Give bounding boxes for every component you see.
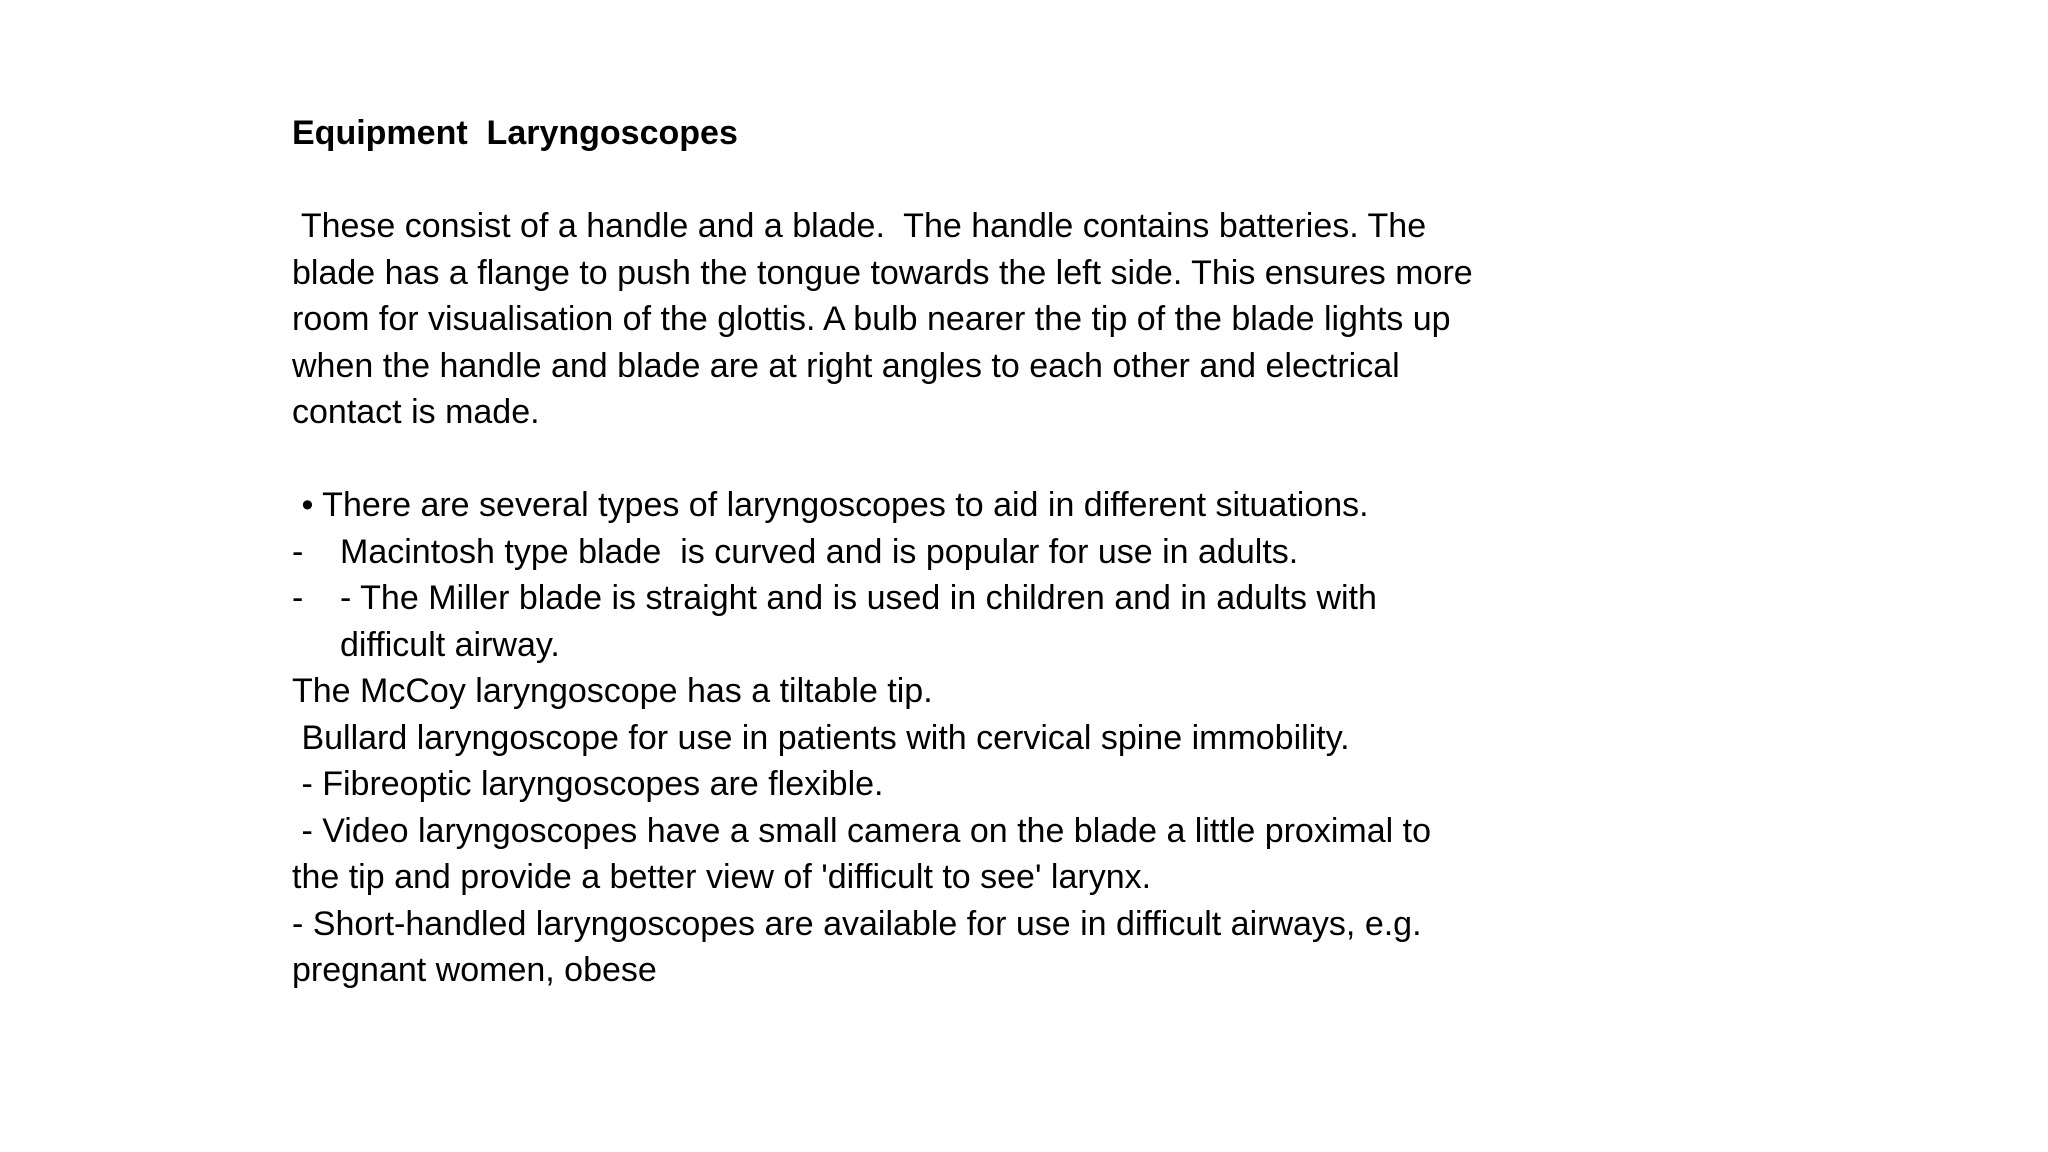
intro-line: when the handle and blade are at right angles to each other and electrical bbox=[292, 346, 1400, 385]
closing-line: The McCoy laryngoscope has a tiltable tip. bbox=[292, 672, 933, 710]
dash-item-line: difficult airway. bbox=[340, 625, 560, 664]
intro-line: blade has a flange to push the tongue towards the left side. This ensures more bbox=[292, 253, 1473, 292]
intro-line: contact is made. bbox=[292, 393, 540, 431]
dash-marker: - bbox=[292, 532, 304, 571]
bullet-line: • There are several types of laryngoscopes to aid in different situations. bbox=[292, 486, 1369, 524]
closing-line: - Video laryngoscopes have a small camera on the blade a little proximal to bbox=[292, 811, 1431, 850]
closing-line: pregnant women, obese bbox=[292, 951, 657, 989]
blank-line bbox=[292, 157, 1592, 204]
blank-line bbox=[292, 436, 1592, 483]
slide-title: Equipment Laryngoscopes bbox=[292, 114, 738, 152]
closing-line: the tip and provide a better view of 'difficult to see' larynx. bbox=[292, 858, 1152, 896]
dash-list-item bbox=[292, 529, 1592, 576]
dash-marker: - bbox=[292, 579, 304, 617]
dash-item-line: - The Miller blade is straight and is used in children and in adults with bbox=[340, 579, 1377, 617]
dash-item-line: Macintosh type blade is curved and is popular for use in adults. bbox=[340, 532, 1299, 571]
slide-text-body bbox=[292, 110, 1592, 994]
dash-list-item bbox=[292, 575, 1592, 668]
intro-line: room for visualisation of the glottis. A bulb nearer the tip of the blade lights up bbox=[292, 300, 1451, 338]
intro-line: These consist of a handle and a blade. The handle contains batteries. The bbox=[292, 207, 1427, 245]
closing-line: Bullard laryngoscope for use in patients with cervical spine immobility. bbox=[292, 718, 1350, 757]
closing-line: - Short-handled laryngoscopes are available for use in difficult airways, e.g. bbox=[292, 904, 1422, 943]
closing-line: - Fibreoptic laryngoscopes are flexible. bbox=[292, 765, 884, 803]
